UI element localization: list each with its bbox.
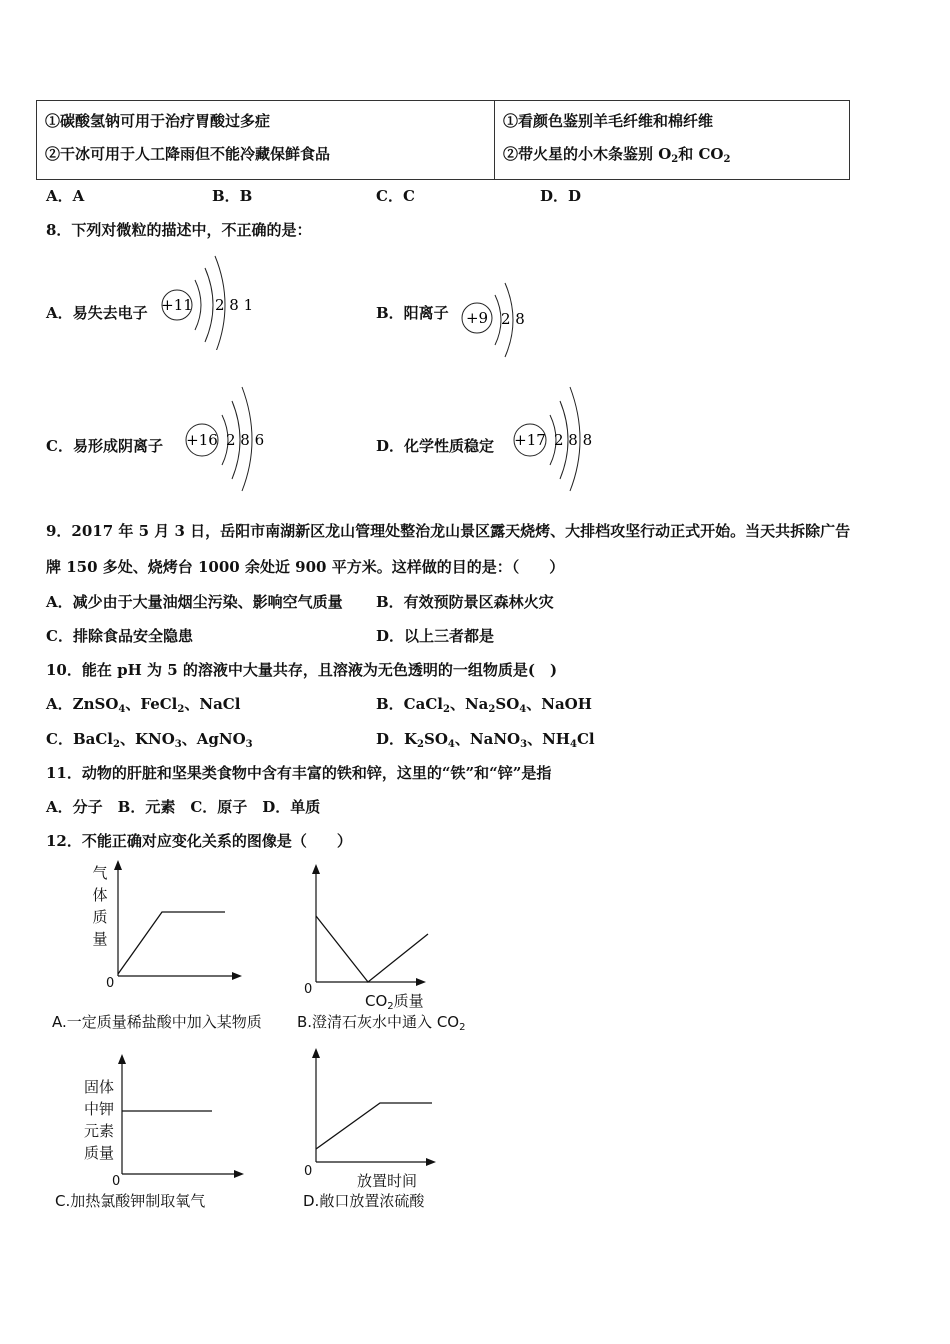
shells-c: 2 8 6 — [226, 431, 265, 449]
q7-option-c: C．C — [376, 187, 415, 205]
graph-a — [110, 858, 245, 982]
graph-a-ylabel: 气 体 质 量 — [92, 864, 108, 948]
q8-option-b-label: B．阳离子 — [376, 304, 449, 322]
graph-b-origin: 0 — [304, 982, 313, 997]
nucleus-d: +17 — [514, 431, 546, 449]
graph-c-y-arrow — [118, 1054, 126, 1064]
nucleus-b: +9 — [465, 309, 489, 327]
graph-d-origin: 0 — [304, 1164, 313, 1179]
table-right-line2: ②带火星的小木条鉴别 $O_2$和 $CO_2$ — [503, 145, 731, 165]
graph-d — [308, 1046, 444, 1170]
q9-option-c: C．排除食品安全隐患 — [46, 627, 193, 645]
table-right-line1: ①看颜色鉴别羊毛纤维和棉纤维 — [503, 112, 714, 130]
q8-stem: 8．下列对微粒的描述中，不正确的是： — [46, 221, 312, 239]
graph-c-origin: 0 — [112, 1174, 121, 1189]
graph-b — [308, 862, 438, 986]
graph-d-xlabel: 放置时间 — [357, 1172, 418, 1190]
q11-options: A．分子 B．元素 C．原子 D．单质 — [46, 798, 321, 816]
atom-diagram-c — [180, 383, 280, 493]
shells-b: 2 8 — [501, 310, 525, 328]
graph-d-y-arrow — [312, 1048, 320, 1058]
graph-a-caption: A.一定质量稀盐酸中加入某物质 — [52, 1013, 262, 1031]
graph-b-xlabel: $CO_2$质量 — [365, 992, 424, 1012]
graph-b-caption: B.澄清石灰水中通入 $CO_2$ — [297, 1013, 466, 1033]
atom-diagram-d — [508, 383, 608, 493]
q7-option-b: B．B — [212, 187, 253, 205]
graph-d-x-arrow — [426, 1158, 436, 1166]
graph-b-curve — [316, 916, 428, 982]
graph-c-x-arrow — [234, 1170, 244, 1178]
shells-a: 2 8 1 — [215, 296, 254, 314]
q9-option-b: B．有效预防景区森林火灾 — [376, 593, 554, 611]
table-left-line2: ②干冰可用于人工降雨但不能冷藏保鲜食品 — [45, 145, 331, 163]
q7-option-a: A．A — [46, 187, 85, 205]
q10-option-c: C．BaCl$_2$、$KNO_3$、AgNO$_3$ — [46, 730, 253, 750]
table-divider — [494, 101, 495, 179]
nucleus-a: +11 — [161, 296, 193, 314]
q8-option-d-label: D．化学性质稳定 — [376, 437, 495, 455]
q10-option-a: A．ZnSO$_4$、FeCl$_2$、NaCl — [46, 695, 241, 715]
q8-option-a-label: A．易失去电子 — [46, 304, 148, 322]
graph-c-ylabel: 固体 中钾 元素 质量 — [83, 1078, 114, 1162]
q9-stem-line2: 牌 150 多处、烧烤台 1000 余处近 900 平方米。这样做的目的是：（ ） — [46, 558, 565, 576]
graph-c-caption: C.加热氯酸钾制取氧气 — [55, 1192, 206, 1210]
q11-stem: 11．动物的肝脏和坚果类食物中含有丰富的铁和锌，这里的“铁”和“锌”是指 — [46, 764, 552, 782]
graph-a-y-arrow — [114, 860, 122, 870]
table-left-line1: ①碳酸氢钠可用于治疗胃酸过多症 — [45, 112, 271, 130]
nucleus-c: +16 — [186, 431, 218, 449]
q12-stem: 12．不能正确对应变化关系的图像是（ ） — [46, 832, 352, 850]
q10-option-d: D．$K_2SO_4$、NaNO$_3$、$NH_4Cl$ — [376, 730, 595, 750]
shells-d: 2 8 8 — [554, 431, 593, 449]
atom-diagram-b — [455, 275, 545, 365]
graph-b-x-arrow — [416, 978, 426, 986]
graph-a-x-arrow — [232, 972, 242, 980]
q10-stem: 10．能在 pH 为 5 的溶液中大量共存，且溶液为无色透明的一组物质是( ) — [46, 661, 558, 679]
graph-a-origin: 0 — [106, 976, 115, 991]
graph-d-curve — [316, 1103, 432, 1149]
q9-option-a: A．减少由于大量油烟尘污染、影响空气质量 — [46, 593, 343, 611]
graph-c — [114, 1052, 250, 1180]
q7-table — [36, 100, 850, 180]
atom-diagram-a — [155, 250, 255, 350]
q9-option-d: D．以上三者都是 — [376, 627, 495, 645]
q9-stem-line1: 9．2017 年 5 月 3 日，岳阳市南湖新区龙山管理处整治龙山景区露天烧烤、大排档攻坚行动正式开始。当天共拆除广告 — [46, 522, 851, 540]
q7-option-d: D．D — [540, 187, 582, 205]
q10-option-b: B．CaCl$_2$、$Na_2SO_4$、NaOH — [376, 695, 592, 715]
q8-option-c-label: C．易形成阴离子 — [46, 437, 163, 455]
graph-b-y-arrow — [312, 864, 320, 874]
graph-d-caption: D.敞口放置浓硫酸 — [303, 1192, 425, 1210]
graph-a-curve — [118, 912, 225, 974]
